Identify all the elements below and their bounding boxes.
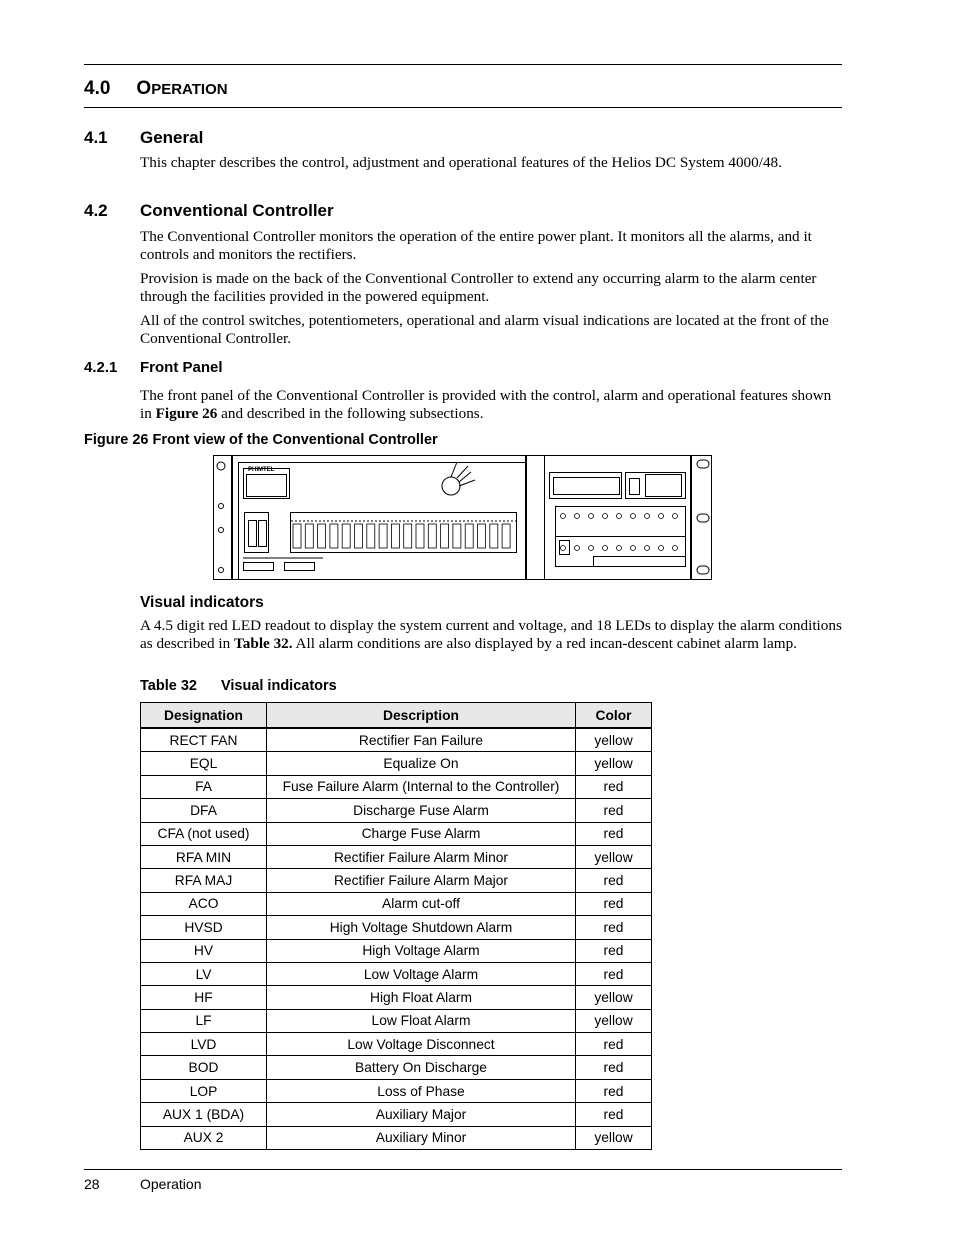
alarm-led — [575, 546, 580, 551]
cell-color: yellow — [576, 1009, 652, 1032]
section-title-rest: PERATION — [151, 81, 228, 98]
general-text: This chapter describes the control, adjustment and operational features of the Helios DC System 4000/48. — [140, 154, 782, 171]
front-panel-title: Front Panel — [140, 359, 223, 376]
table-header-row — [141, 703, 652, 729]
cell-designation: EQL — [141, 752, 267, 775]
led-group — [561, 514, 678, 551]
breaker-switch — [502, 524, 510, 548]
controller-paragraph-2: Provision is made on the back of the Conventional Controller to extend any occurring alarm to the alarm center through the facilities provided in the powered equipment. — [140, 270, 817, 305]
table-row — [141, 869, 652, 892]
table-body — [141, 728, 652, 1150]
alarm-led — [603, 546, 608, 551]
cell-designation: RFA MAJ — [141, 869, 267, 892]
cell-color: red — [576, 962, 652, 985]
table-row — [141, 1103, 652, 1126]
cell-color: red — [576, 1056, 652, 1079]
general-number: 4.1 — [84, 128, 108, 147]
cell-color: red — [576, 1103, 652, 1126]
cell-description: Fuse Failure Alarm (Internal to the Controller) — [267, 775, 576, 798]
table-caption-label: Table 32 — [140, 678, 197, 694]
table-row — [141, 939, 652, 962]
breaker-switch — [441, 524, 449, 548]
breaker-switch — [330, 524, 338, 548]
visual-text-b: All alarm conditions are also displayed by a red incan-descent cabinet alarm lamp. — [292, 635, 797, 652]
front-panel-number: 4.2.1 — [84, 359, 118, 376]
section-heading — [84, 78, 228, 100]
visual-indicators-text — [140, 617, 842, 653]
alarm-led — [645, 546, 650, 551]
controller-heading — [84, 201, 334, 221]
table-row — [141, 1056, 652, 1079]
cell-color: red — [576, 799, 652, 822]
cell-description: High Float Alarm — [267, 986, 576, 1009]
visual-indicators-table — [140, 702, 652, 1150]
footer-rule — [84, 1169, 842, 1170]
alarm-led — [589, 546, 594, 551]
cell-description: Rectifier Failure Alarm Major — [267, 869, 576, 892]
alarm-led — [617, 546, 622, 551]
section-title-first: O — [136, 78, 152, 99]
cell-description: Alarm cut-off — [267, 892, 576, 915]
breaker-switch — [478, 524, 486, 548]
controller-number: 4.2 — [84, 201, 108, 220]
cell-designation: LVD — [141, 1033, 267, 1056]
cell-designation: LV — [141, 962, 267, 985]
controller-title: Conventional Controller — [140, 201, 334, 220]
controller-paragraph-3: All of the control switches, potentiometers, operational and alarm visual indications are located at the front of the Conventional Controller. — [140, 312, 829, 347]
general-heading — [84, 128, 203, 148]
table-row — [141, 892, 652, 915]
cell-designation: RFA MIN — [141, 845, 267, 868]
alarm-led — [561, 546, 566, 551]
alarm-led — [589, 514, 594, 519]
table-row — [141, 845, 652, 868]
alarm-led — [659, 546, 664, 551]
breaker-switch — [416, 524, 424, 548]
alarm-led — [631, 546, 636, 551]
cell-color: red — [576, 892, 652, 915]
header-color: Color — [576, 703, 652, 729]
breaker-group — [293, 524, 510, 548]
cell-designation: HF — [141, 986, 267, 1009]
cell-description: Rectifier Fan Failure — [267, 728, 576, 752]
cell-description: Low Float Alarm — [267, 1009, 576, 1032]
header-description: Description — [267, 703, 576, 729]
breaker-switch — [379, 524, 387, 548]
cell-designation: ACO — [141, 892, 267, 915]
alarm-led — [617, 514, 622, 519]
table-row — [141, 1009, 652, 1032]
cell-color: red — [576, 775, 652, 798]
cell-color: red — [576, 1033, 652, 1056]
table-caption — [140, 678, 337, 694]
section-rule — [84, 107, 842, 108]
alarm-led — [603, 514, 608, 519]
table-row — [141, 916, 652, 939]
breaker-switch — [305, 524, 313, 548]
cell-description: Equalize On — [267, 752, 576, 775]
alarm-led — [631, 514, 636, 519]
alarm-led — [673, 514, 678, 519]
breaker-switch — [490, 524, 498, 548]
cell-description: Loss of Phase — [267, 1079, 576, 1102]
table-row — [141, 775, 652, 798]
cell-color: yellow — [576, 1126, 652, 1149]
cell-designation: FA — [141, 775, 267, 798]
top-rule — [84, 64, 842, 65]
cell-color: red — [576, 939, 652, 962]
page-number: 28 — [84, 1176, 100, 1192]
figure-reference: Figure 26 — [155, 405, 218, 422]
table-row — [141, 1033, 652, 1056]
cell-designation: LF — [141, 1009, 267, 1032]
section-number: 4.0 — [84, 78, 111, 99]
breaker-switch — [453, 524, 461, 548]
breaker-switch — [355, 524, 363, 548]
cell-designation: LOP — [141, 1079, 267, 1102]
alarm-led — [673, 546, 678, 551]
table-row — [141, 728, 652, 752]
cell-description: Charge Fuse Alarm — [267, 822, 576, 845]
front-panel-text — [140, 387, 842, 423]
cell-description: High Voltage Alarm — [267, 939, 576, 962]
cell-designation: HV — [141, 939, 267, 962]
footer-section: Operation — [140, 1176, 202, 1192]
brand-label: PHIMTEL — [248, 467, 275, 473]
visual-text-a: A 4.5 digit red LED readout to display the system current and voltage, and 18 LEDs to display the alarm conditions as described in — [140, 617, 842, 652]
cell-designation: CFA (not used) — [141, 822, 267, 845]
alarm-led — [575, 514, 580, 519]
breaker-switch — [318, 524, 326, 548]
cell-description: Low Voltage Disconnect — [267, 1033, 576, 1056]
cell-designation: RECT FAN — [141, 728, 267, 752]
cell-color: red — [576, 869, 652, 892]
alarm-led — [659, 514, 664, 519]
front-panel-text-a: The front panel of the Conventional Controller is provided with the control, alarm and operational features shown in — [140, 387, 832, 422]
breaker-switch — [342, 524, 350, 548]
cell-description: Auxiliary Major — [267, 1103, 576, 1126]
breaker-switch — [465, 524, 473, 548]
breaker-switch — [293, 524, 301, 548]
controller-paragraph-1: The Conventional Controller monitors the operation of the entire power plant. It monitors all the alarms, and it controls and monitors the rectifiers. — [140, 228, 812, 263]
table-reference: Table 32. — [234, 635, 293, 652]
cell-designation: DFA — [141, 799, 267, 822]
table-row — [141, 752, 652, 775]
cell-color: yellow — [576, 845, 652, 868]
header-designation: Designation — [141, 703, 267, 729]
cell-description: Battery On Discharge — [267, 1056, 576, 1079]
cell-description: Auxiliary Minor — [267, 1126, 576, 1149]
cell-color: yellow — [576, 728, 652, 752]
cell-color: red — [576, 1079, 652, 1102]
breaker-switch — [391, 524, 399, 548]
cell-designation: AUX 2 — [141, 1126, 267, 1149]
table-row — [141, 822, 652, 845]
cell-designation: AUX 1 (BDA) — [141, 1103, 267, 1126]
general-title: General — [140, 128, 204, 147]
cell-description: High Voltage Shutdown Alarm — [267, 916, 576, 939]
breaker-switch — [428, 524, 436, 548]
cell-description: Discharge Fuse Alarm — [267, 799, 576, 822]
front-panel-heading — [84, 359, 223, 376]
front-panel-text-b: and described in the following subsections. — [217, 405, 484, 422]
table-caption-title: Visual indicators — [220, 678, 337, 694]
breaker-switch — [367, 524, 375, 548]
cell-description: Low Voltage Alarm — [267, 962, 576, 985]
cell-designation: HVSD — [141, 916, 267, 939]
table-row — [141, 1079, 652, 1102]
cell-color: red — [576, 822, 652, 845]
cell-description: Rectifier Failure Alarm Minor — [267, 845, 576, 868]
table-row — [141, 962, 652, 985]
table-row — [141, 986, 652, 1009]
cell-designation: BOD — [141, 1056, 267, 1079]
alarm-led — [645, 514, 650, 519]
alarm-led — [561, 514, 566, 519]
controller-front-view-figure — [213, 454, 713, 582]
figure-caption: Figure 26 Front view of the Conventional Controller — [84, 432, 438, 448]
cell-color: yellow — [576, 986, 652, 1009]
breaker-switch — [404, 524, 412, 548]
table-row — [141, 1126, 652, 1149]
cell-color: yellow — [576, 752, 652, 775]
visual-indicators-heading: Visual indicators — [140, 594, 264, 611]
table-row — [141, 799, 652, 822]
controller-front-view-drawing — [213, 454, 713, 582]
cell-color: red — [576, 916, 652, 939]
